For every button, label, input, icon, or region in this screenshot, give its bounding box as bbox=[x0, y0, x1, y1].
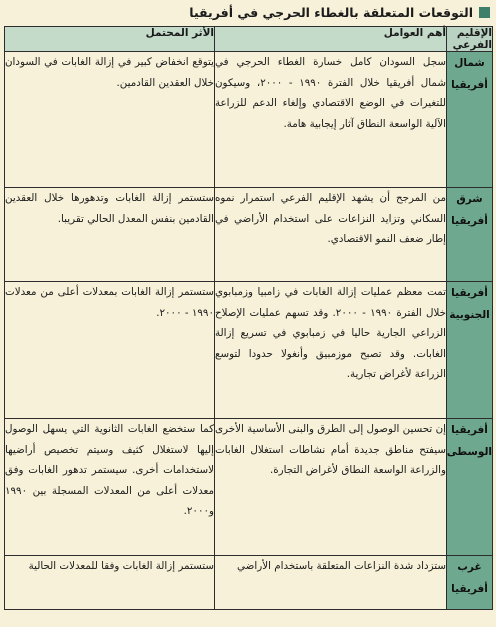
region-cell: شرق أفريقيا bbox=[447, 188, 493, 282]
table-row bbox=[5, 188, 493, 282]
header-region: الإقليم الفرعي bbox=[447, 27, 493, 52]
factors-cell: إن تحسين الوصول إلى الطرق والبنى الأساسية الأخرى سيفتح مناطق جديدة أمام نشاطات استغلال الغابات والزراعة الواسعة النطاق لأغراض التجارة. bbox=[215, 419, 447, 556]
table-header-row bbox=[5, 27, 493, 52]
table-row bbox=[5, 556, 493, 610]
table-title-bar bbox=[6, 2, 490, 22]
header-impact: الأثر المحتمل bbox=[5, 27, 215, 52]
factors-cell: تمت معظم عمليات إزالة الغابات في زامبيا وزمبابوي خلال الفترة ١٩٩٠ - ٢٠٠٠. وقد تسهم عمليات الإصلاح الزراعي الجارية حاليا في زمبابوي في تسريع إزالة الغابات. وقد تصبح موزمبيق وأنغولا حدودا لتوسع الزراعة لأغراض تجارية. bbox=[215, 282, 447, 419]
forest-cover-table bbox=[4, 26, 493, 610]
region-cell: أفريقيا الجنوبية bbox=[447, 282, 493, 419]
title-square-icon bbox=[479, 7, 490, 18]
table-row bbox=[5, 419, 493, 556]
table-title: التوقعات المتعلقة بالغطاء الحرجي في أفريقيا bbox=[189, 4, 473, 20]
impact-cell: يتوقع انخفاض كبير في إزالة الغابات في السودان خلال العقدين القادمين. bbox=[5, 52, 215, 188]
header-factors: أهم العوامل bbox=[215, 27, 447, 52]
table-row bbox=[5, 282, 493, 419]
region-cell: غرب أفريقيا bbox=[447, 556, 493, 610]
impact-cell: ستستمر إزالة الغابات بمعدلات أعلى من معدلات ١٩٩٠ - ٢٠٠٠. bbox=[5, 282, 215, 419]
factors-cell: ستزداد شدة النزاعات المتعلقة باستخدام الأراضي bbox=[215, 556, 447, 610]
region-cell: أفريقيا الوسطى bbox=[447, 419, 493, 556]
factors-cell: من المرجح أن يشهد الإقليم الفرعي استمرار نموه السكاني وتزايد النزاعات على استخدام الأراضي في إطار ضعف النمو الاقتصادي. bbox=[215, 188, 447, 282]
impact-cell: كما ستخضع الغابات الثانوية التي يسهل الوصول إليها لاستغلال كثيف وسيتم تخصيص أراضيها لاستخدامات أخرى. سيستمر تدهور الغابات وفق معدلات أعلى من المعدلات المسجلة بين ١٩٩٠ و٢٠٠٠. bbox=[5, 419, 215, 556]
table-row bbox=[5, 52, 493, 188]
impact-cell: ستستمر إزالة الغابات وتدهورها خلال العقدين القادمين بنفس المعدل الحالي تقريبا. bbox=[5, 188, 215, 282]
impact-cell: ستستمر إزالة الغابات وفقا للمعدلات الحالية bbox=[5, 556, 215, 610]
region-cell: شمال أفريقيا bbox=[447, 52, 493, 188]
factors-cell: سجل السودان كامل خسارة الغطاء الحرجي في شمال أفريقيا خلال الفترة ١٩٩٠ - ٢٠٠٠، وسيكون للتغيرات في الوضع الاقتصادي وإلغاء الدعم للزراعة الآلية الواسعة النطاق آثار إيجابية هامة. bbox=[215, 52, 447, 188]
